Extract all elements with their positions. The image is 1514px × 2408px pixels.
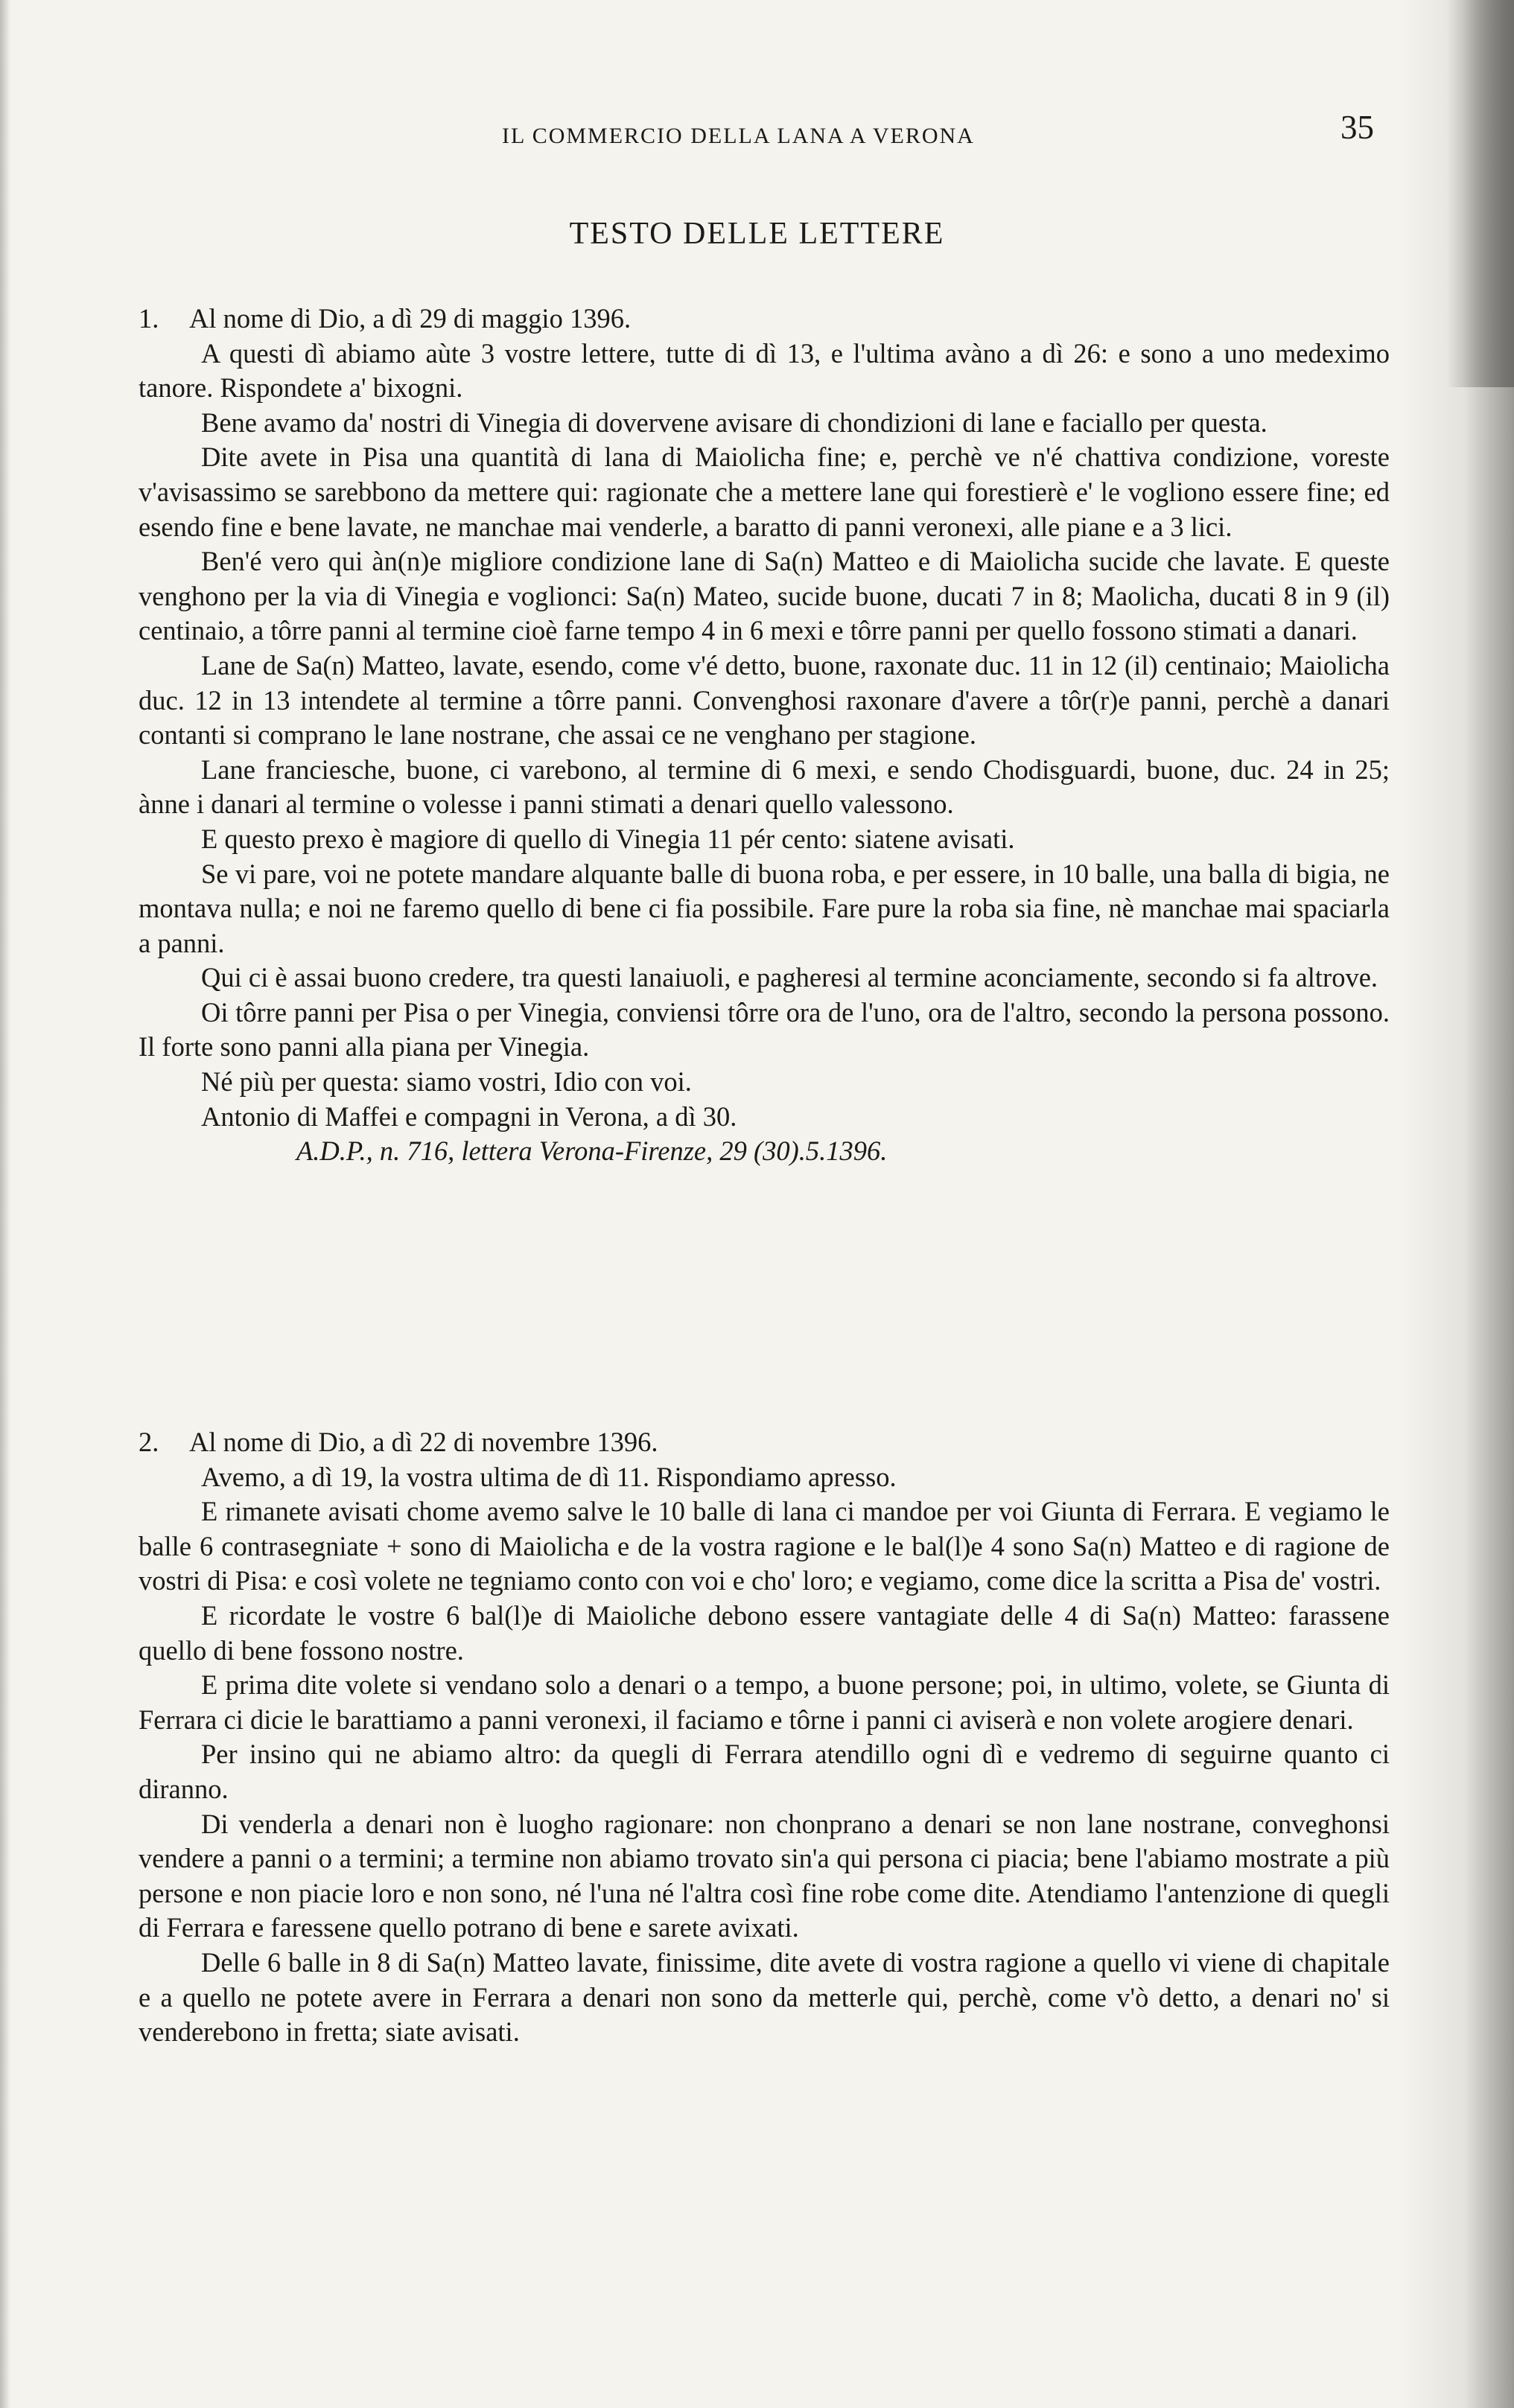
paragraph: Dite avete in Pisa una quantità di lana di Maiolicha fine; e, perchè ve n'é chattiva condizione, voreste v'avisassimo se sarebbono da mettere qui: ragionate che a mettere lane qui forestierè e' le vogliono essere fine; ed esendo fine e bene lavate, ne manchae mai venderle, a baratto di panni veronexi, alle piane e a 3 lici.: [139, 442, 1390, 542]
paragraph: Di venderla a denari non è luogho ragionare: non chonprano a denari se non lane nostrane, conveghonsi vendere a panni o a termini; a termine non abiamo trovato sin'a qui persona ci piacia; bene l'abiamo mostrate a più persone e non piacie loro e non sono, né l'una né l'altra così fine robe come dite. Atendiamo l'antenzione di quegli di Ferrara e faressene quello potrano di bene e sarete avixati.: [139, 1808, 1390, 1943]
running-head: IL COMMERCIO DELLA LANA A VERONA: [502, 124, 975, 148]
paragraph: Ben'é vero qui àn(n)e migliore condizione lane di Sa(n) Matteo e di Maiolicha sucide che lavate. E queste venghono per la via di Vinegia e voglionci: Sa(n) Mateo, sucide buone, ducati 7 in 8; Maolicha, ducati 8 in 9 (il) centinaio, a tôrre panni al termine cioè farne tempo 4 in 6 mexi e tôrre panni per quello fossono stimati a danari.: [139, 546, 1390, 646]
letter-number: 1.: [139, 303, 159, 334]
paragraph: Qui ci è assai buono credere, tra questi lanaiuoli, e pagheresi al termine aconciamente, secondo si fa altrove.: [201, 962, 1378, 993]
left-page-edge-shadow: [0, 0, 10, 2408]
paragraph: A questi dì abiamo aùte 3 vostre lettere, tutte di dì 13, e l'ultima avàno a dì 26: e sono a uno medeximo tanore. Rispondete a' bixogni.: [139, 337, 1390, 404]
paragraph: E prima dite volete si vendano solo a denari o a tempo, a buone persone; poi, in ultimo, volete, se Giunta di Ferrara ci dicie le barattiamo a panni veronexi, il faciamo e tôrne i panni ci aviserà e non volete arogiere denari.: [139, 1669, 1390, 1735]
paragraph: Lane de Sa(n) Matteo, lavate, esendo, come v'é detto, buone, raxonate duc. 11 in 12 (il) centinaio; Maiolicha duc. 12 in 13 intendete al termine a tôrre panni. Convenghosi raxonare d'avere a tôr(r)e panni, perchè a danari contanti si comprano le lane nostrane, che assai ce ne venghano per stagione.: [139, 649, 1390, 751]
paragraph: E questo prexo è magiore di quello di Vinegia 11 pér cento: siatene avisati.: [201, 823, 1015, 854]
letter-heading: [139, 1425, 1390, 1460]
archive-source-citation: A.D.P., n. 716, lettera Verona-Firenze, 29 (30).5.1396.: [296, 1135, 888, 1167]
page-number: 35: [1340, 109, 1374, 146]
paragraph: Avemo, a dì 19, la vostra ultima de dì 11. Rispondiamo apresso.: [201, 1461, 897, 1492]
letter-signature: Antonio di Maffei e compagni in Verona, a dì 30.: [201, 1101, 737, 1132]
paragraph: Bene avamo da' nostri di Vinegia di dovervene avisare di chondizioni di lane e faciallo per questa.: [201, 407, 1268, 438]
right-top-scan-shadow: [1447, 0, 1514, 387]
section-title: TESTO DELLE LETTERE: [569, 217, 945, 251]
paragraph: Né più per questa: siamo vostri, Idio con voi.: [201, 1066, 692, 1098]
paragraph: Lane franciesche, buone, ci varebono, al termine di 6 mexi, e sendo Chodisguardi, buone, duc. 24 in 25; ànne i danari al termine o volesse i panni stimati a denari quello valessono.: [139, 754, 1390, 820]
paragraph: Oi tôrre panni per Pisa o per Vinegia, conviensi tôrre ora de l'uno, ora de l'altro, secondo la persona possono. Il forte sono panni alla piana per Vinegia.: [139, 996, 1390, 1063]
letter-heading: [139, 302, 1390, 337]
letter-date-line: Al nome di Dio, a dì 22 di novembre 1396.: [189, 1427, 658, 1457]
paragraph: Delle 6 balle in 8 di Sa(n) Matteo lavate, finissime, dite avete di vostra ragione a quello vi viene di chapitale e a quello ne potete avere in Ferrara a denari non sono da metterle qui, perchè, come v'ò detto, a denari no' si venderebono in fretta; siate avisati.: [139, 1946, 1390, 2048]
letter-number: 2.: [139, 1427, 159, 1457]
letter-2: [139, 1425, 1390, 2050]
letter-date-line: Al nome di Dio, a dì 29 di maggio 1396.: [189, 303, 632, 334]
paragraph: Per insino qui ne abiamo altro: da quegli di Ferrara atendillo ogni dì e vedremo di seguirne quanto ci diranno.: [139, 1739, 1390, 1804]
paragraph: Se vi pare, voi ne potete mandare alquante balle di buona roba, e per essere, in 10 balle, una balla di bigia, ne montava nulla; e noi ne faremo quello di bene ci fia possibile. Fare pure la roba sia fine, nè manchae mai spaciarla a panni.: [139, 858, 1390, 958]
paragraph: E rimanete avisati chome avemo salve le 10 balle di lana ci mandoe per voi Giunta di Ferrara. E vegiamo le balle 6 contrasegniate + sono di Maiolicha e de la vostra ragione e le bal(l)e 4 sono Sa(n) Matteo e di ragione de vostri di Pisa: e così volete ne tegniamo conto con voi e cho' loro; e vegiamo, come dice la scritta a Pisa de' vostri.: [139, 1496, 1390, 1596]
paragraph: E ricordate le vostre 6 bal(l)e di Maioliche debono essere vantagiate delle 4 di Sa(n) Matteo: farassene quello di bene fossono nostre.: [139, 1599, 1390, 1666]
letter-1: [139, 302, 1390, 1169]
